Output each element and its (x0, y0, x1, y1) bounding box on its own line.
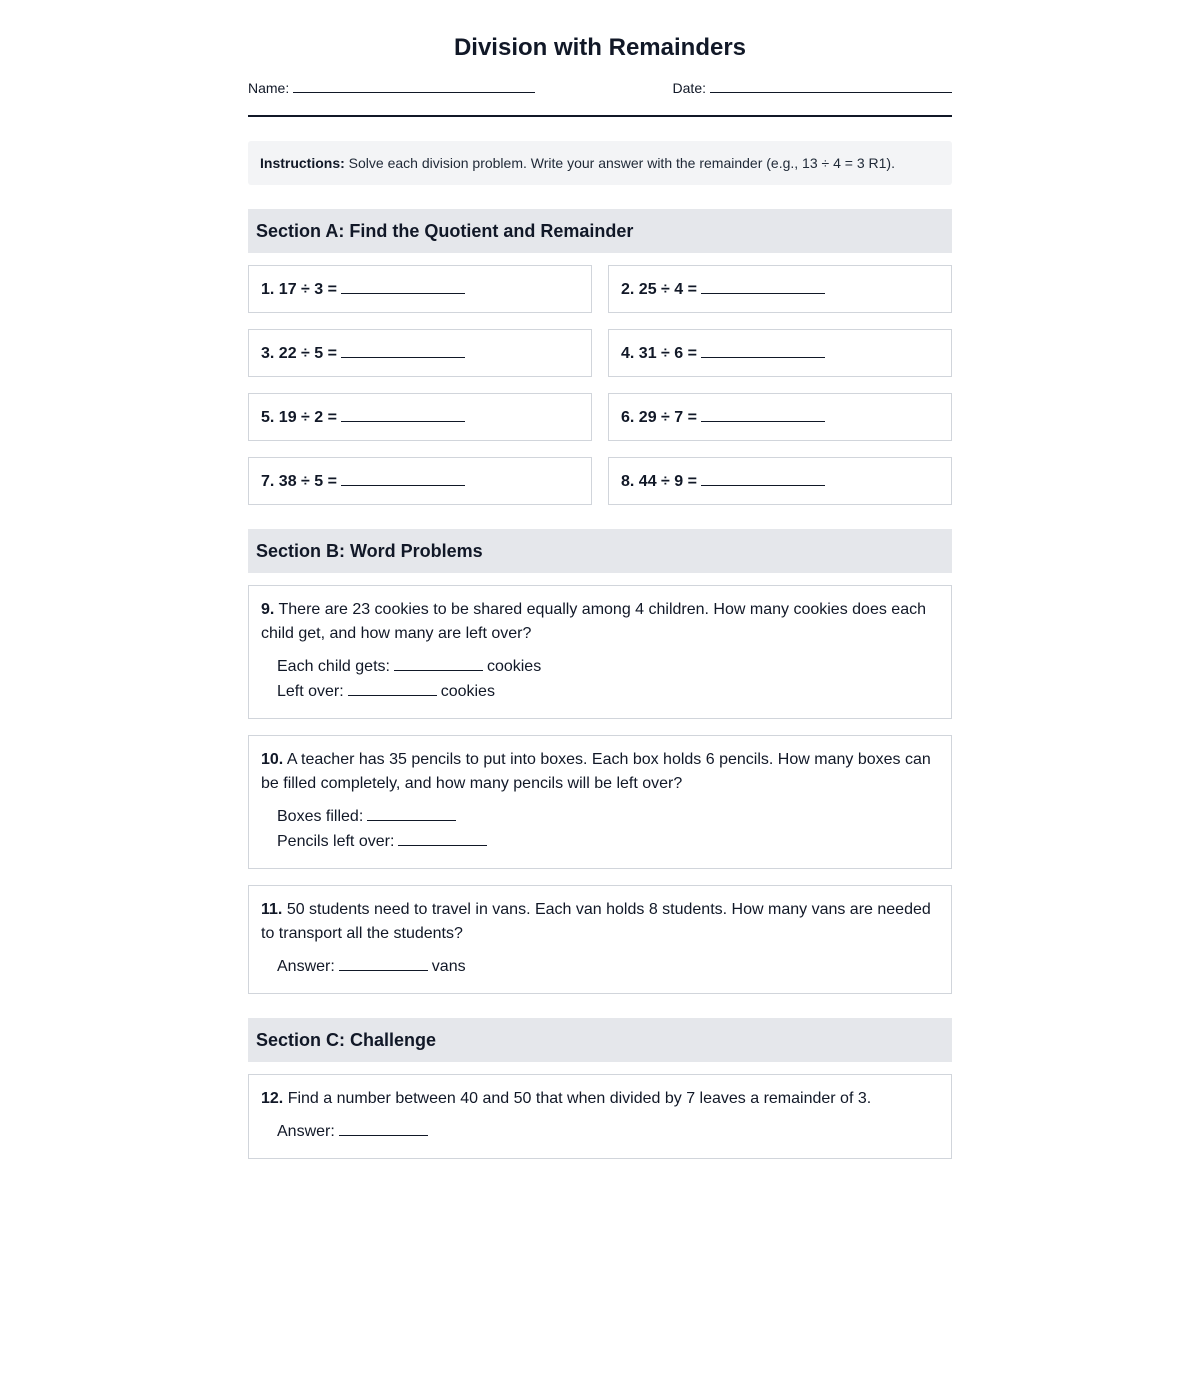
answer-blank[interactable] (339, 1119, 428, 1136)
problem-7 (248, 457, 592, 505)
answer-blank[interactable] (701, 471, 825, 486)
problem-text: 1. 17 ÷ 3 = (261, 281, 337, 298)
problem-text: 4. 31 ÷ 6 = (621, 345, 697, 362)
word-problem-9 (248, 585, 952, 719)
question-text: 50 students need to travel in vans. Each van holds 8 students. How many vans are needed to transport all the students? (261, 901, 931, 942)
answer-blank[interactable] (348, 679, 437, 696)
answer-lines (261, 804, 939, 854)
question-text: Find a number between 40 and 50 that when divided by 7 leaves a remainder of 3. (287, 1090, 872, 1107)
answer-line (277, 654, 939, 679)
answer-blank[interactable] (341, 279, 465, 294)
answer-blank[interactable] (341, 343, 465, 358)
answer-line (277, 954, 939, 979)
answer-blank[interactable] (367, 804, 456, 821)
header-divider (248, 115, 952, 117)
instructions-text: Solve each division problem. Write your answer with the remainder (e.g., 13 ÷ 4 = 3 R1). (348, 155, 895, 171)
answer-line (277, 1119, 939, 1144)
answer-unit: cookies (440, 683, 495, 700)
answer-label: Answer: (277, 958, 335, 975)
problem-8 (608, 457, 952, 505)
question (261, 1087, 939, 1111)
answer-blank[interactable] (341, 471, 465, 486)
instructions-label: Instructions: (260, 155, 345, 171)
question-number: 11. (261, 901, 283, 918)
worksheet-page (248, 0, 952, 1159)
answer-line (277, 804, 939, 829)
answer-blank[interactable] (398, 829, 487, 846)
answer-blank[interactable] (701, 407, 825, 422)
answer-lines (261, 1119, 939, 1144)
problem-text: 8. 44 ÷ 9 = (621, 473, 697, 490)
answer-label: Left over: (277, 683, 344, 700)
instructions-box (248, 141, 952, 185)
question (261, 898, 939, 946)
question-text: There are 23 cookies to be shared equally among 4 children. How many cookies does each child get, and how many are left over? (261, 601, 926, 642)
section-b-heading: Section B: Word Problems (248, 529, 952, 573)
question-text: A teacher has 35 pencils to put into boxes. Each box holds 6 pencils. How many boxes can be filled completely, and how many pencils will be left over? (261, 751, 931, 792)
date-label: Date: (672, 80, 706, 96)
section-c-heading: Section C: Challenge (248, 1018, 952, 1062)
section-a-grid (248, 265, 952, 505)
question-number: 9. (261, 601, 275, 618)
answer-lines (261, 654, 939, 704)
answer-unit: cookies (486, 658, 542, 675)
question (261, 748, 939, 796)
question-number: 10. (261, 751, 284, 768)
section-a-heading: Section A: Find the Quotient and Remainder (248, 209, 952, 253)
problem-text: 7. 38 ÷ 5 = (261, 473, 337, 490)
answer-label: Each child gets: (277, 658, 390, 675)
question-number: 12. (261, 1090, 284, 1107)
answer-lines (261, 954, 939, 979)
answer-blank[interactable] (339, 954, 428, 971)
word-problem-10 (248, 735, 952, 869)
answer-blank[interactable] (394, 654, 483, 671)
page-title: Division with Remainders (453, 34, 747, 61)
problem-3 (248, 329, 592, 377)
answer-blank[interactable] (701, 279, 825, 294)
name-date-row (248, 79, 952, 97)
challenge-problem-12 (248, 1074, 952, 1159)
problem-text: 3. 22 ÷ 5 = (261, 345, 337, 362)
answer-label: Pencils left over: (277, 833, 395, 850)
problem-text: 5. 19 ÷ 2 = (261, 409, 337, 426)
problem-5 (248, 393, 592, 441)
name-blank[interactable] (293, 79, 535, 93)
problem-text: 6. 29 ÷ 7 = (621, 409, 697, 426)
date-blank[interactable] (710, 79, 952, 93)
answer-label: Answer: (277, 1123, 335, 1140)
word-problem-11 (248, 885, 952, 994)
problem-2 (608, 265, 952, 313)
problem-4 (608, 329, 952, 377)
name-field (248, 79, 535, 97)
problem-text: 2. 25 ÷ 4 = (621, 281, 697, 298)
answer-blank[interactable] (341, 407, 465, 422)
problem-6 (608, 393, 952, 441)
answer-line (277, 829, 939, 854)
answer-label: Boxes filled: (277, 808, 364, 825)
answer-unit: vans (431, 958, 466, 975)
name-label: Name: (248, 80, 290, 96)
problem-1 (248, 265, 592, 313)
date-field (673, 79, 952, 97)
answer-line (277, 679, 939, 704)
answer-blank[interactable] (701, 343, 825, 358)
question (261, 598, 939, 646)
